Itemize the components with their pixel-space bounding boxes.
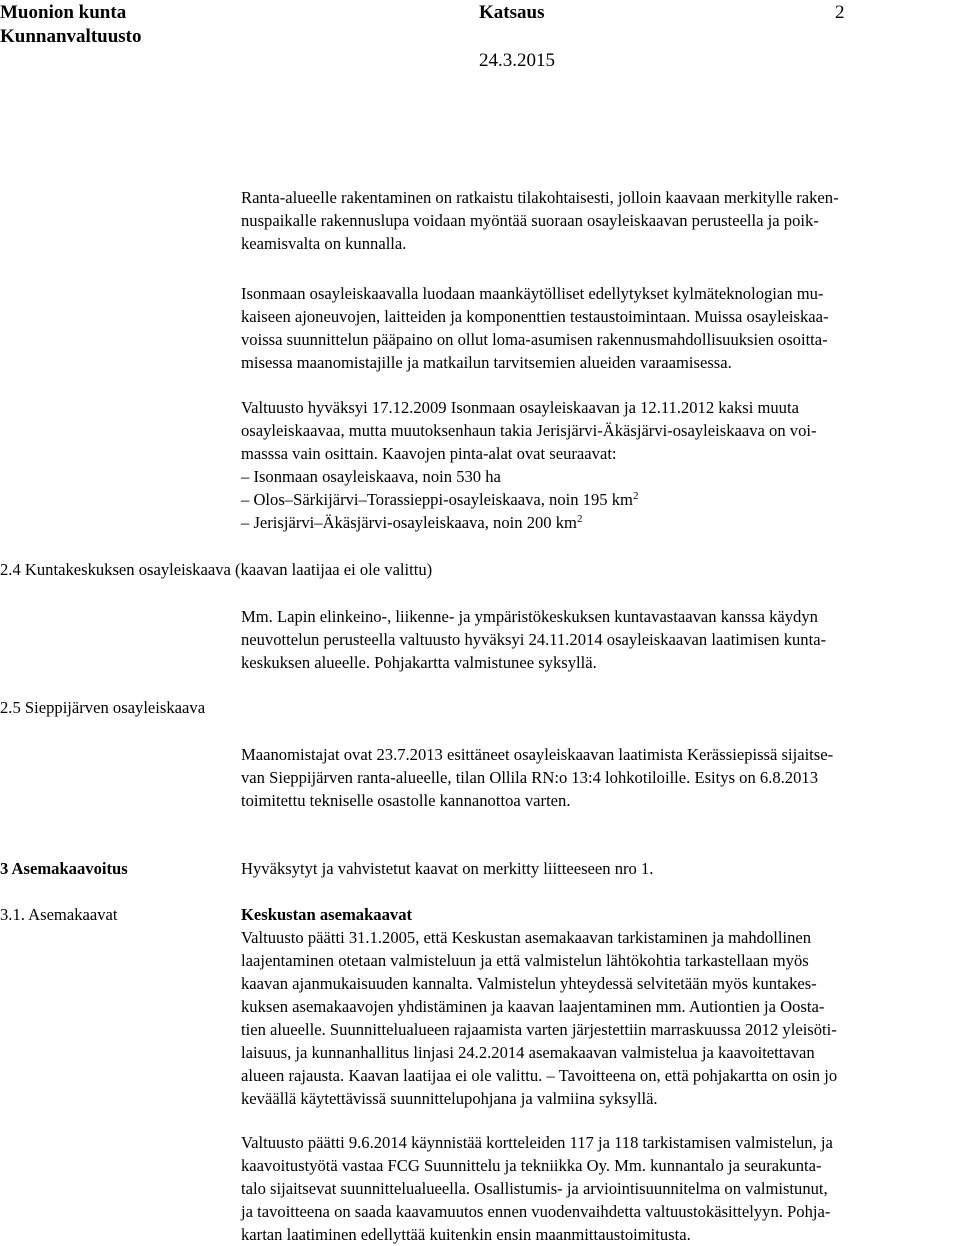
section-2-5-heading: 2.5 Sieppijärven osayleiskaava [0, 698, 206, 717]
list-item: – Isonmaan osayleiskaava, noin 530 ha [241, 467, 501, 486]
text-line: masssa vain osittain. Kaavojen pinta-alat ovat seuraavat: [241, 444, 617, 463]
intro-paragraph-1 [241, 186, 839, 255]
section-3-text: Hyväksytyt ja vahvistetut kaavat on merkitty liitteeseen nro 1. [241, 859, 654, 878]
text-line: kaavan ajanmukaisuuden kannalta. Valmistelun yhteydessä selvitetään myös kuntakes- [241, 974, 817, 993]
text-line: nuspaikalle rakennuslupa voidaan myöntää suoraan osayleiskaavan perusteella ja poik- [241, 211, 819, 230]
text-line: alueen rajausta. Kaavan laatijaa ei ole valittu. – Tavoitteena on, että pohjakartta on osin jo [241, 1066, 838, 1085]
list-item: – Jerisjärvi–Äkäsjärvi-osayleiskaava, noin 200 $km^2$ [241, 513, 583, 532]
section-2-4-heading: 2.4 Kuntakeskuksen osayleiskaava (kaavan laatijaa ei ole valittu) [0, 560, 433, 579]
text-line: keamisvalta on kunnalla. [241, 234, 407, 253]
intro-paragraph-2 [241, 282, 829, 374]
text-line: voissa suunnittelun pääpaino on ollut loma-asumisen rakennusmahdollisuuksien osoitta- [241, 330, 828, 349]
header-body: Kunnanvaltuusto [0, 26, 142, 47]
section-3-1-body-1 [241, 903, 837, 1110]
text-line: keväällä käytettävissä suunnittelupohjana ja valmiina syksyllä. [241, 1089, 658, 1108]
section-3-heading: 3 Asemakaavoitus [0, 859, 128, 878]
text-line: Valtuusto päätti 9.6.2014 käynnistää kortteleiden 117 ja 118 tarkistamisen valmistelun, ja [241, 1133, 833, 1152]
text-line: toimitettu tekniselle osastolle kannanottoa varten. [241, 791, 571, 810]
header-org: Muonion kunta [0, 2, 127, 23]
header-page-number: 2 [835, 2, 845, 23]
text-line: laisuus, ja kunnanhallitus linjasi 24.2.2014 asemakaavan valmistelua ja kaavoitettavan [241, 1043, 815, 1062]
header-doc-type: Katsaus [479, 2, 545, 23]
text-line: keskuksen alueelle. Pohjakartta valmistunee syksyllä. [241, 653, 597, 672]
section-3-1-body-2 [241, 1131, 833, 1246]
text-line: kaavoitustyötä vastaa FCG Suunnittelu ja tekniikka Oy. Mm. kunnantalo ja seurakunta- [241, 1156, 822, 1175]
text-line: van Sieppijärven ranta-alueelle, tilan Ollila RN:o 13:4 lohkotiloille. Esitys on 6.8.2013 [241, 768, 818, 787]
text-line: kaiseen ajoneuvojen, laitteiden ja komponenttien testaustoimintaan. Muissa osayleiskaa- [241, 307, 829, 326]
text-line: misessa maanomistajille ja matkailun tarvitsemien alueiden varaamisessa. [241, 353, 732, 372]
text-line: kuksen asemakaavojen yhdistäminen ja kaavan laajentaminen mm. Autiontien ja Oosta- [241, 997, 825, 1016]
text-line: Mm. Lapin elinkeino-, liikenne- ja ympäristökeskuksen kuntavastaavan kanssa käydyn [241, 607, 818, 626]
section-2-5-body [241, 743, 833, 812]
text-line: talo sijaitsevat suunnittelualueella. Osallistumis- ja arviointisuunnitelma on valmistunut, [241, 1179, 828, 1198]
text-line: ja tavoitteena on saada kaavamuutos ennen vuodenvaihdetta valtuustokäsittelyyn. Pohja- [241, 1202, 831, 1221]
text-line: Valtuusto päätti 31.1.2005, että Keskustan asemakaavan tarkistaminen ja mahdollinen [241, 928, 812, 947]
section-2-4-body [241, 605, 826, 674]
section-3-1-heading: 3.1. Asemakaavat [0, 905, 118, 924]
text-line: Maanomistajat ovat 23.7.2013 esittäneet osayleiskaavan laatimista Kerässiepissä sijaitse- [241, 745, 834, 764]
header-date: 24.3.2015 [479, 50, 555, 71]
text-line: Valtuusto hyväksyi 17.12.2009 Isonmaan osayleiskaavan ja 12.11.2012 kaksi muuta [241, 398, 799, 417]
text-line: osayleiskaavaa, mutta muutoksenhaun takia Jerisjärvi-Äkäsjärvi-osayleiskaava on voi- [241, 421, 817, 440]
subheading: Keskustan asemakaavat [241, 905, 413, 924]
text-line: neuvottelun perusteella valtuusto hyväksyi 24.11.2014 osayleiskaavan laatimisen kunta- [241, 630, 827, 649]
text-line: Ranta-alueelle rakentaminen on ratkaistu tilakohtaisesti, jolloin kaavaan merkitylle raken- [241, 188, 839, 207]
intro-paragraph-3 [241, 396, 817, 534]
text-line: kartan laatiminen edellyttää kuitenkin ensin maanmittaustoimitusta. [241, 1225, 691, 1244]
text-line: laajentaminen otetaan valmisteluun ja että valmistelun lähtökohtia tarkastellaan myös [241, 951, 809, 970]
text-line: Isonmaan osayleiskaavalla luodaan maankäytölliset edellytykset kylmäteknologian mu- [241, 284, 824, 303]
list-item: – Olos–Särkijärvi–Torassieppi-osayleiskaava, noin 195 $km^2$ [241, 490, 639, 509]
text-line: tien alueelle. Suunnittelualueen rajaamista varten järjestettiin marraskuussa 2012 yleisöti- [241, 1020, 837, 1039]
